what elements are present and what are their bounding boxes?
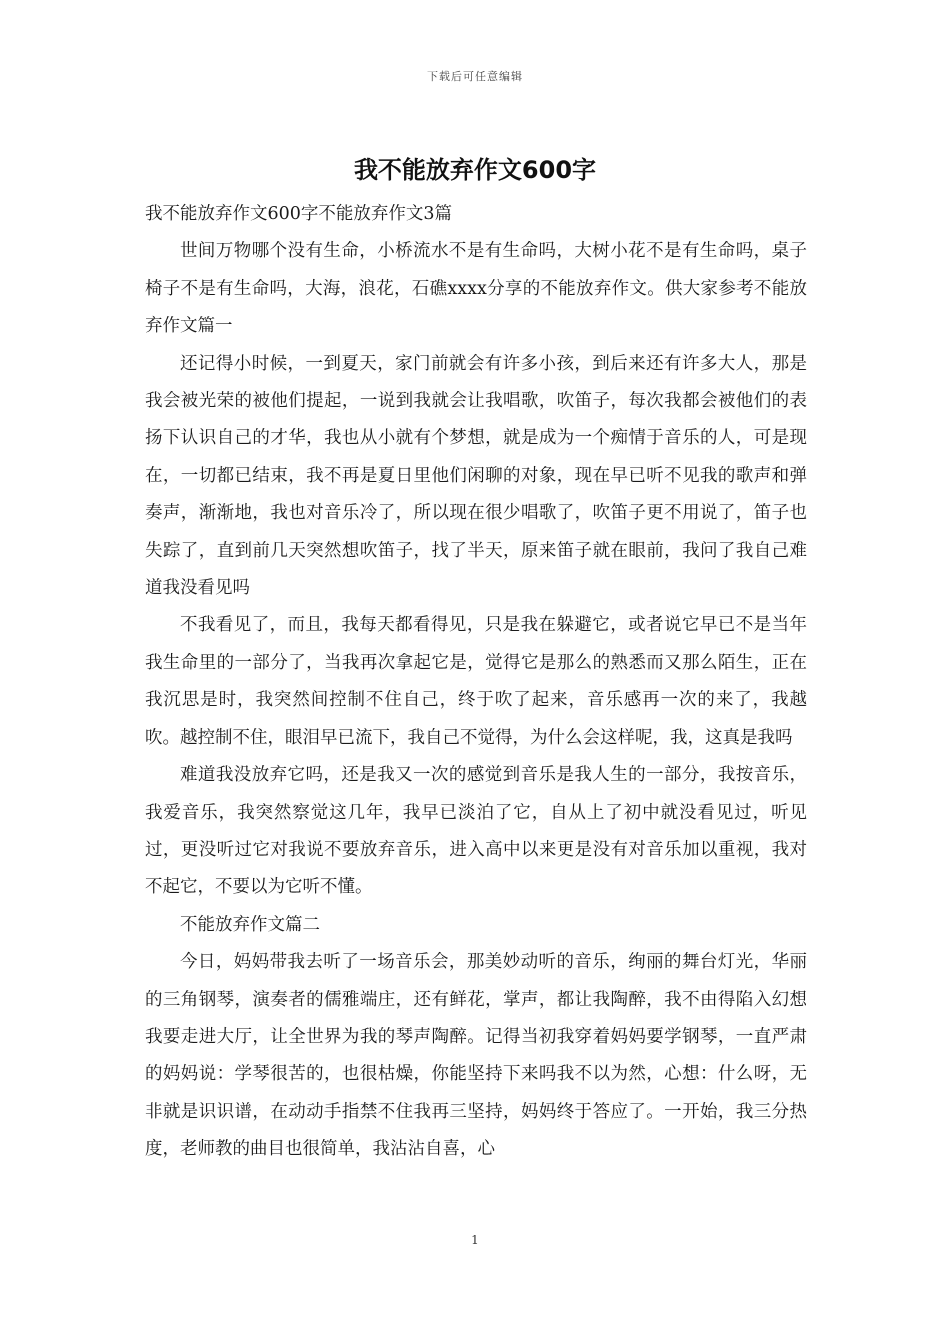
- header-note: 下载后可任意编辑: [427, 70, 523, 83]
- page-number: 1: [471, 1233, 479, 1247]
- document-body: [145, 196, 807, 1169]
- paragraph: 难道我没放弃它吗，还是我又一次的感觉到音乐是我人生的一部分，我按音乐，我爱音乐，我突然察觉这几年，我早已淡泊了它，自从上了初中就没看见过，听见过，更没听过它对我说不要放弃音乐，进入高中以来更是没有对音乐加以重视，我对不起它，不要以为它听不懂。: [145, 765, 807, 898]
- paragraph: 世间万物哪个没有生命，小桥流水不是有生命吗，大树小花不是有生命吗，桌子椅子不是有生命吗，大海，浪花，石礁xxxx分享的不能放弃作文。供大家参考不能放弃作文篇一: [145, 241, 807, 337]
- paragraph: 我不能放弃作文600字不能放弃作文3篇: [145, 204, 453, 224]
- document-title: 我不能放弃作文600字: [353, 156, 597, 184]
- paragraph: 不我看见了，而且，我每天都看得见，只是我在躲避它，或者说它早已不是当年我生命里的一部分了，当我再次拿起它是，觉得它是那么的熟悉而又那么陌生，正在我沉思是时，我突然间控制不住自己，终于吹了起来，音乐感再一次的来了，我越吹。越控制不住，眼泪早已流下，我自己不觉得，为什么会这样呢，我，这真是我吗: [145, 615, 807, 748]
- paragraph: 今日，妈妈带我去听了一场音乐会，那美妙动听的音乐，绚丽的舞台灯光，华丽的三角钢琴，演奏者的儒雅端庄，还有鲜花，掌声，都让我陶醉，我不由得陷入幻想我要走进大厅，让全世界为我的琴声陶醉。记得当初我穿着妈妈要学钢琴，一直严肃的妈妈说：学琴很苦的，也很枯燥，你能坚持下来吗我不以为然，心想：什么呀，无非就是识识谱，在动动手指禁不住我再三坚持，妈妈终于答应了。一开始，我三分热度，老师教的曲目也很简单，我沾沾自喜，心: [145, 952, 807, 1160]
- paragraph: 不能放弃作文篇二: [180, 914, 320, 935]
- paragraph: 还记得小时候，一到夏天，家门前就会有许多小孩，到后来还有许多大人，那是我会被光荣的被他们提起，一说到我就会让我唱歌，吹笛子，每次我都会被他们的表扬下认识自己的才华，我也从小就有个梦想，就是成为一个痴情于音乐的人，可是现在，一切都已结束，我不再是夏日里他们闲聊的对象，现在早已听不见我的歌声和弹奏声，渐渐地，我也对音乐冷了，所以现在很少唱歌了，吹笛子更不用说了，笛子也失踪了，直到前几天突然想吹笛子，找了半天，原来笛子就在眼前，我问了我自己难道我没看见吗: [145, 353, 807, 599]
